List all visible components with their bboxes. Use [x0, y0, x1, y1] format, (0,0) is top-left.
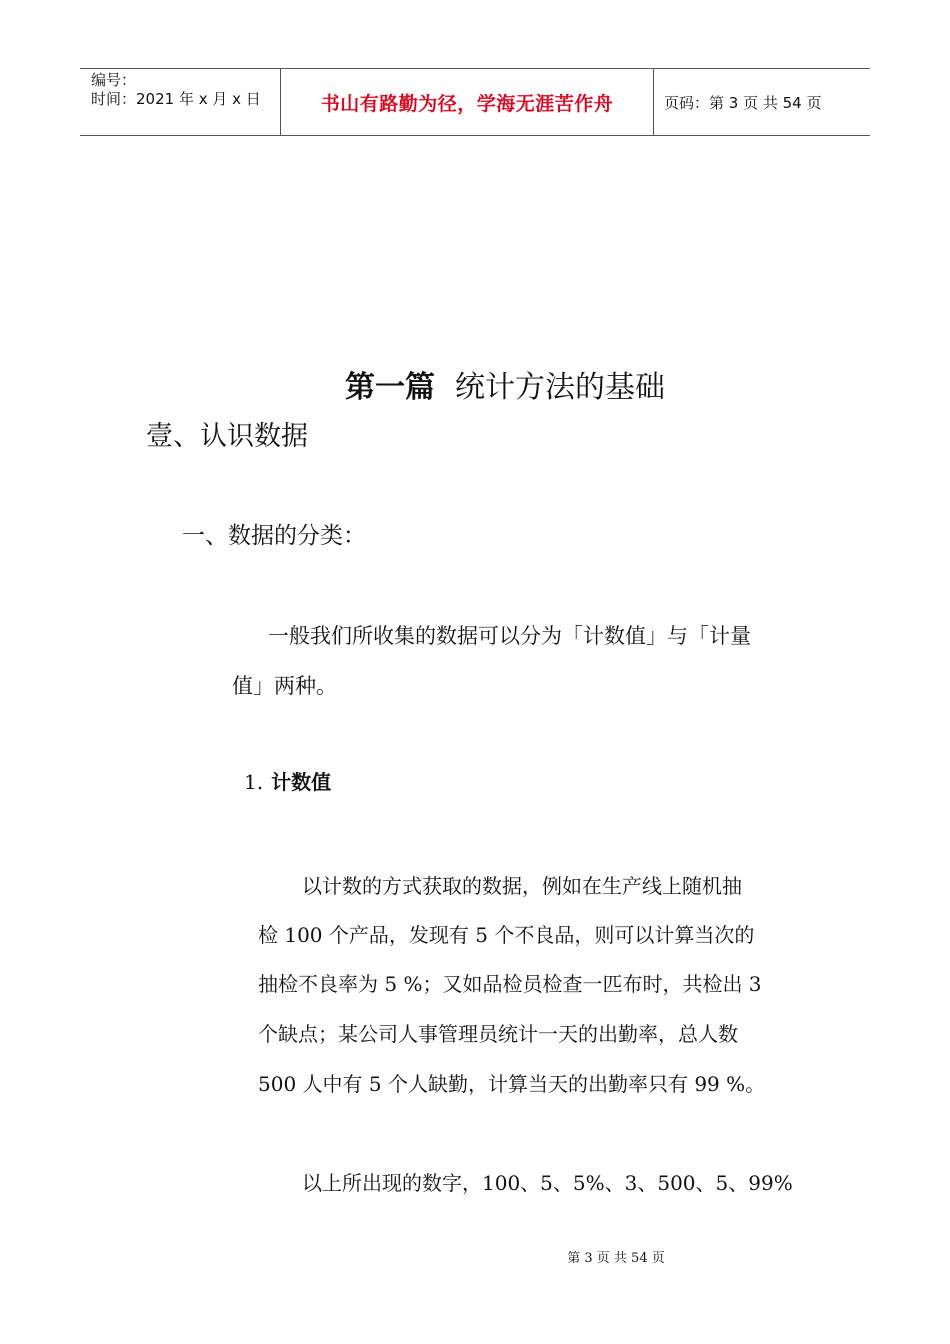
- title-part: 第一篇: [345, 370, 435, 405]
- body-line-4: 个缺点；某公司人事管理员统计一天的出勤率，总人数: [258, 1022, 738, 1046]
- item-number: 1.: [244, 770, 264, 794]
- body-line-5: 500 人中有 5 个人缺勤，计算当天的出勤率只有 99 %。: [258, 1072, 766, 1096]
- body-line-2: 检 100 个产品，发现有 5 个不良品，则可以计算当次的: [258, 923, 755, 947]
- item-label: 计数值: [271, 770, 332, 794]
- title-name: 统计方法的基础: [455, 370, 665, 405]
- header-motto: 书山有路勤为径，学海无涯苦作舟: [281, 69, 654, 135]
- time-label: 时间：2021 年 x 月 x 日: [91, 90, 261, 108]
- body-line-3: 抽检不良率为 5 %；又如品检员检查一匹布时，共检出 3: [258, 972, 762, 996]
- document-header: [80, 68, 870, 136]
- number-label: 编号：: [91, 71, 137, 89]
- body-last-line: 以上所出现的数字，100、5、5%、3、500、5、99%: [302, 1171, 793, 1195]
- item-heading: [244, 766, 331, 795]
- subsection-heading: 一、数据的分类：: [182, 523, 366, 549]
- page-footer: 第 3 页 共 54 页: [567, 1251, 665, 1266]
- header-page-info: 页码：第 3 页 共 54 页: [664, 93, 822, 112]
- intro-line-1: 一般我们所收集的数据可以分为「计数值」与「计量: [268, 624, 751, 648]
- section-heading: 壹、认识数据: [146, 421, 308, 452]
- page-title: [0, 362, 950, 406]
- intro-line-2: 值」两种。: [232, 674, 337, 698]
- header-meta: [80, 69, 281, 135]
- body-line-1: 以计数的方式获取的数据，例如在生产线上随机抽: [302, 874, 742, 898]
